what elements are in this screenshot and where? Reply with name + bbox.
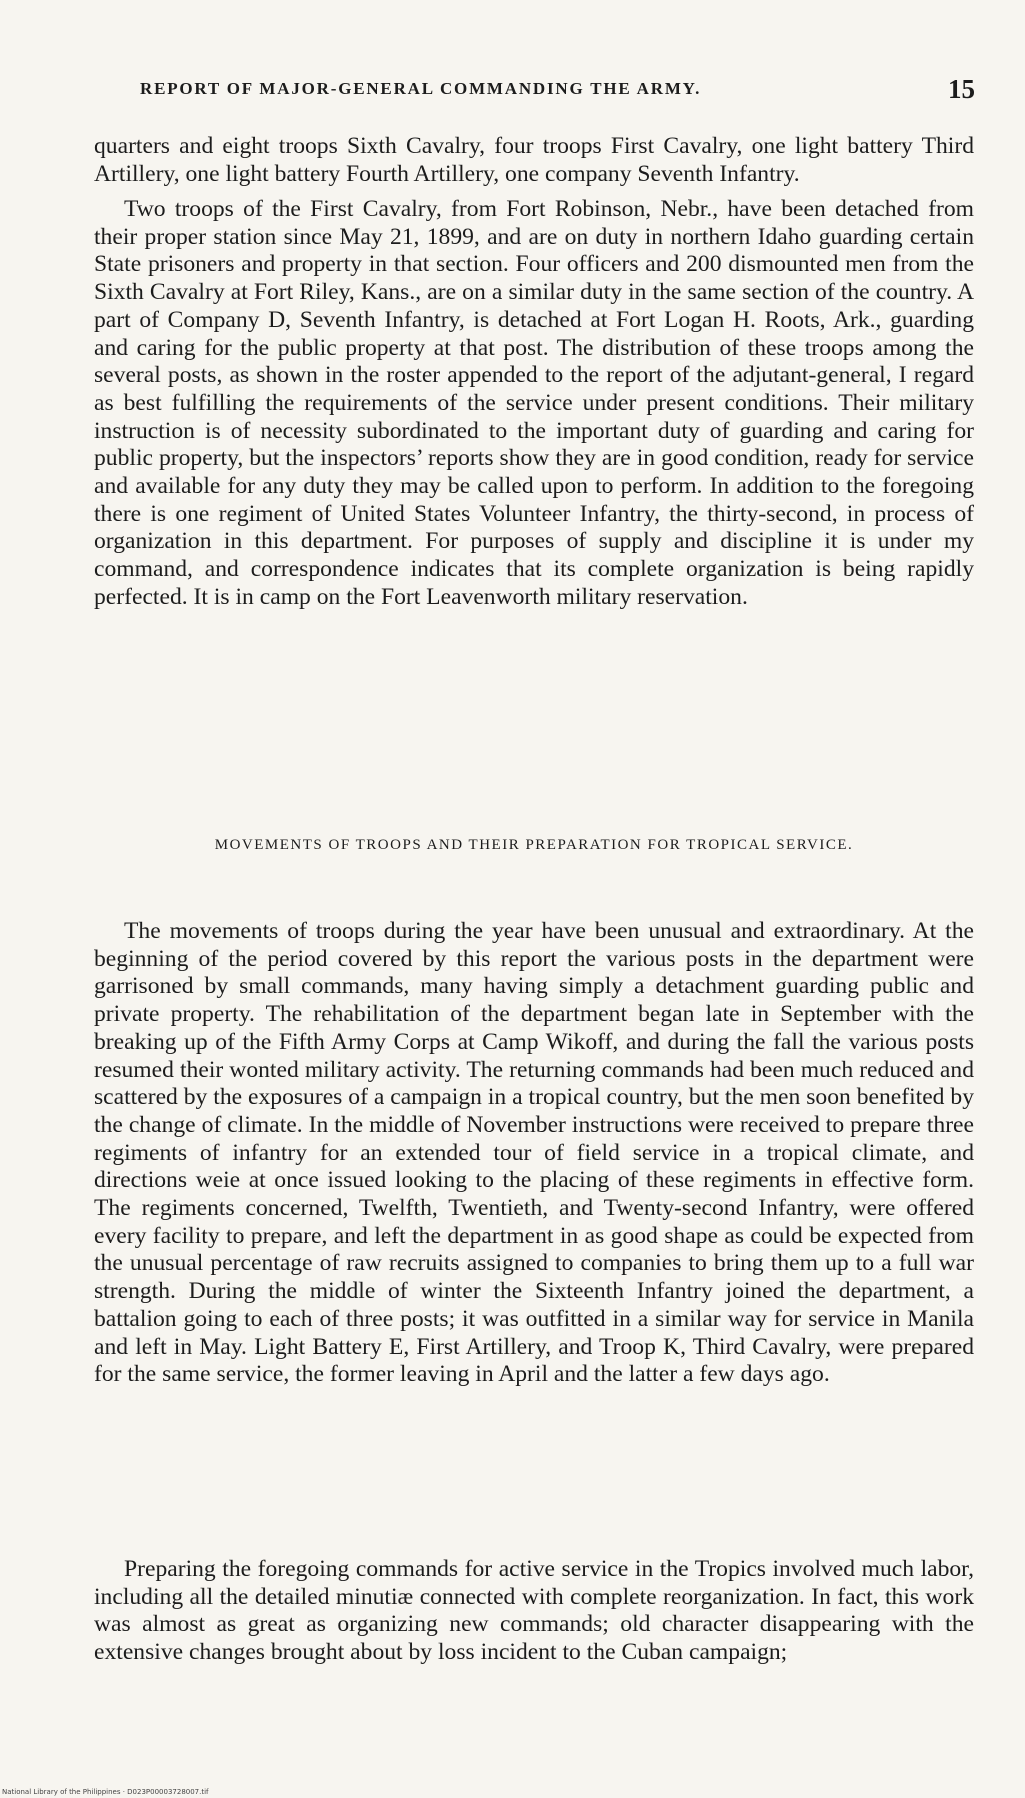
paragraph-text: Preparing the foregoing commands for active service in the Tropics involved much labor, including all the detailed minutiæ connected with complete reorganization. In fact, this work was almost as great as organizing new commands; old character disappearing with the extensive changes brought about by loss incident to the Cuban campaign; [94,1556,974,1666]
paragraph-text: Two troops of the First Cavalry, from Fort Robinson, Nebr., have been detached from their proper station since May 21, 1899, and are on duty in northern Idaho guarding certain State prisoners and property in that section. Four officers and 200 dismounted men from the Sixth Cavalry at Fort Riley, Kans., are on a similar duty in the same section of the country. A part of Company D, Seventh Infantry, is detached at Fort Logan H. Roots, Ark., guarding and caring for the public property at that post. The distribution of these troops among the several posts, as shown in the roster appended to the report of the adjutant-general, I regard as best fulfilling the requirements of the service under present conditions. Their military instruction is of necessity subordinated to the important duty of guarding and caring for public property, but the inspectors’ reports show they are in good condition, ready for service and available for any duty they may be called upon to perform. In addition to the foregoing there is one regiment of United States Volunteer Infantry, the thirty-second, in process of organization in this department. For purposes of supply and discipline it is under my command, and correspondence indicates that its complete organization is being rapidly perfected. It is in camp on the Fort Leavenworth military reservation. [94,196,974,610]
paragraph-text: The movements of troops during the year have been unusual and extraordinary. At the beginning of the period covered by this report the various posts in the department were garrisoned by small commands, many having simply a detachment guarding public and private property. The rehabilitation of the department began late in September with the breaking up of the Fifth Army Corps at Camp Wikoff, and during the fall the various posts resumed their wonted military activity. The returning commands had been much reduced and scattered by the exposures of a campaign in a tropical country, but the men soon benefited by the change of climate. In the middle of November instructions were received to prepare three regiments of infantry for an extended tour of field service in a tropical climate, and directions weie at once issued looking to the placing of these regiments in effective form. The regiments concerned, Twelfth, Twentieth, and Twenty-second Infantry, were offered every facility to prepare, and left the department in as good shape as could be expected from the unusual percentage of raw recruits assigned to companies to bring them up to a full war strength. During the middle of winter the Sixteenth Infantry joined the department, a battalion going to each of three posts; it was outfitted in a similar way for service in Manila and left in May. Light Battery E, First Artillery, and Troop K, Third Cavalry, were prepared for the same service, the former leaving in April and the latter a few days ago. [94,918,974,1388]
section-heading: MOVEMENTS OF TROOPS AND THEIR PREPARATION FOR TROPICAL SERVICE. [214,837,854,853]
paragraph-preparation [94,1556,974,1667]
paragraph-text: quarters and eight troops Sixth Cavalry, four troops First Cavalry, one light battery Third Artillery, one light battery Fourth Artillery, one company Seventh Infantry. [94,133,974,187]
scan-footer-note: National Library of the Philippines · D023P00003728007.tif [2,1788,209,1796]
running-title: REPORT OF MAJOR-GENERAL COMMANDING THE ARMY. [140,79,702,98]
paragraph-troop-distribution [94,196,974,612]
page-number: 15 [948,73,975,104]
paragraph-continuation [94,133,974,188]
paragraph-troop-movements [94,918,974,1389]
running-header [140,72,975,106]
